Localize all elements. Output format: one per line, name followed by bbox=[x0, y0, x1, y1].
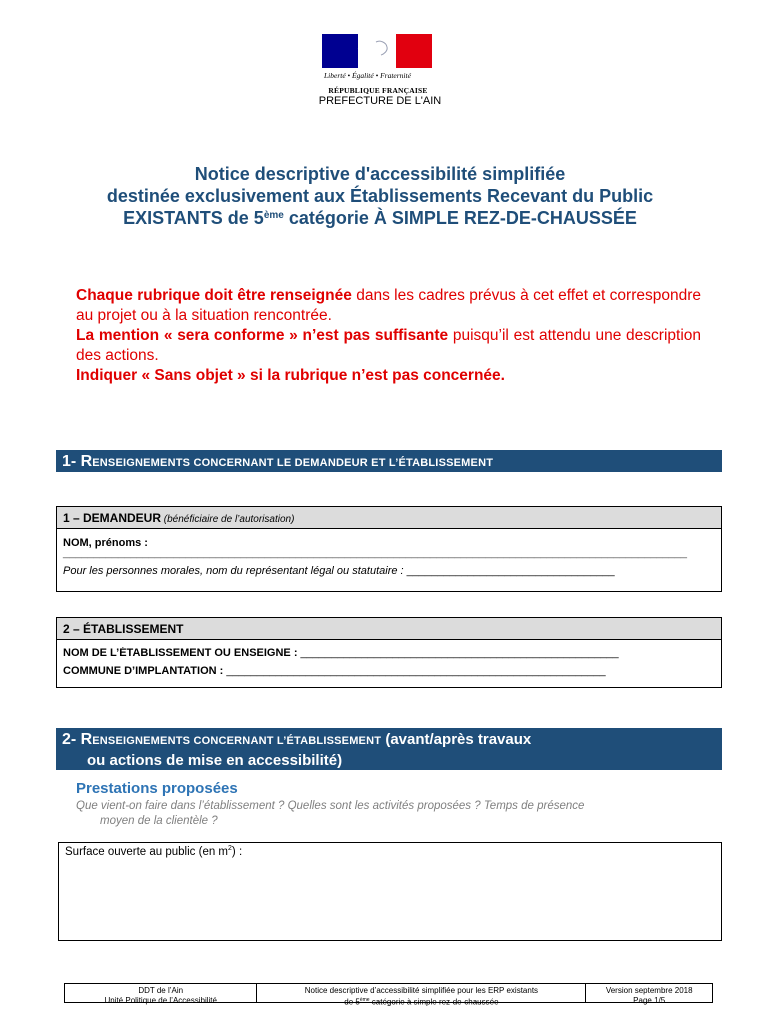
demandeur-box bbox=[56, 506, 722, 592]
section-2-line-2: ou actions de mise en accessibilité) bbox=[87, 752, 343, 769]
instruction-3: Indiquer « Sans objet » si la rubrique n’est pas concernée. bbox=[76, 367, 505, 384]
title-line-3: EXISTANTS de 5ème catégorie À SIMPLE REZ-DE-CHAUSSÉE bbox=[123, 208, 637, 228]
etablissement-header: 2 – ÉTABLISSEMENT bbox=[57, 618, 721, 640]
republique-logo bbox=[322, 34, 433, 80]
page-footer bbox=[64, 983, 713, 1007]
republic-motto: Liberté • Égalité • Fraternité bbox=[324, 71, 411, 80]
representant-legal-row[interactable]: Pour les personnes morales, nom du représentant légal ou statutaire : __________________________________ bbox=[63, 565, 615, 577]
marianne-flag-icon bbox=[322, 34, 432, 68]
surface-field[interactable]: Surface ouverte au public (en $m^2$) : bbox=[58, 842, 722, 941]
section-2-line-1: 2- RENSEIGNEMENTS CONCERNANT L’ÉTABLISSEMENT (avant/après travaux bbox=[62, 731, 532, 748]
nom-prenoms-label: NOM, prénoms : bbox=[63, 537, 148, 549]
nom-etablissement-field[interactable]: NOM DE L’ÉTABLISSEMENT OU ENSEIGNE : ____________________________________________________ bbox=[63, 647, 619, 659]
title-line-1: Notice descriptive d'accessibilité simplifiée bbox=[194, 164, 566, 184]
republic-name: RÉPUBLIQUE FRANÇAISE bbox=[328, 86, 428, 95]
demandeur-header: 1 – DEMANDEUR (bénéficiaire de l’autorisation) bbox=[57, 507, 721, 529]
footer-document: Notice descriptive d’accessibilité simplifiée pour les ERP existants de 5ème catégorie à simple rez-de-chaussée bbox=[257, 984, 586, 1002]
section-2-heading bbox=[56, 728, 722, 770]
prestations-title: Prestations proposées bbox=[76, 780, 238, 797]
footer-service: DDT de l’Ain Unité Politique de l’Accessibilité bbox=[65, 984, 257, 1002]
document-title bbox=[0, 163, 760, 229]
section-1-heading: 1- RENSEIGNEMENTS CONCERNANT LE DEMANDEUR ET L’ÉTABLISSEMENT bbox=[56, 450, 722, 472]
instructions bbox=[76, 286, 701, 386]
etablissement-box bbox=[56, 617, 722, 688]
commune-implantation-field[interactable]: COMMUNE D’IMPLANTATION : ______________________________________________________________ bbox=[63, 665, 606, 677]
prefecture-name: PREFECTURE DE L'AIN bbox=[318, 95, 442, 107]
footer-version: Version septembre 2018 Page 1/5 bbox=[605, 986, 693, 1005]
title-line-2: destinée exclusivement aux Établissements Recevant du Public bbox=[106, 186, 654, 206]
instruction-2: La mention « sera conforme » n’est pas suffisante puisqu’il est attendu une description des actions. bbox=[76, 327, 702, 364]
instruction-1: Chaque rubrique doit être renseignée dans les cadres prévus à cet effet et correspondre au projet ou à la situation rencontrée. bbox=[76, 287, 702, 324]
prestations-description: Que vient-on faire dans l’établissement ? Quelles sont les activités proposées ? Temps de présence moyen de la clientèle ? bbox=[76, 800, 585, 827]
nom-prenoms-field[interactable]: ______________________________________________________________________________________________________ bbox=[63, 547, 688, 559]
